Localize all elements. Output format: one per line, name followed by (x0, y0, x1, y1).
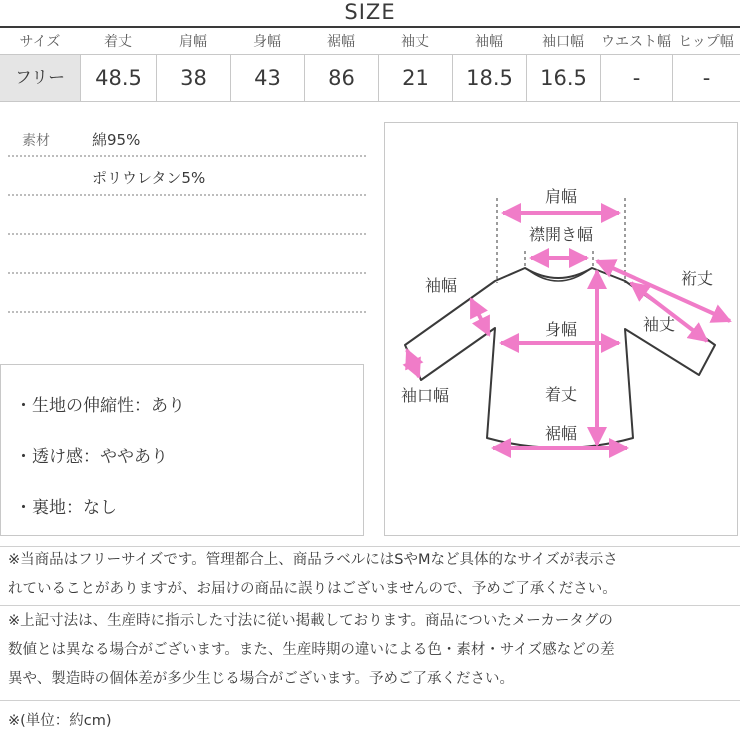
note-line-4: 数値とは異なる場合がございます。また、生産時期の違いによる色・素材・サイズ感などの差 (8, 642, 615, 658)
divider (8, 155, 366, 157)
fabric-properties-box (0, 364, 364, 536)
size-table-row (0, 54, 740, 102)
sleeve-width-arrow (471, 299, 489, 335)
header-sleeve-length: 袖丈 (401, 34, 429, 50)
note-line-5: 異や、製造時の個体差が多少生じる場合がございます。予めご了承ください。 (8, 671, 515, 687)
label-yuki: 裄丈 (680, 269, 714, 288)
divider (0, 605, 740, 606)
label-sleeve-length: 袖丈 (642, 315, 676, 334)
cell-hip: - (672, 55, 740, 101)
label-shoulder: 肩幅 (544, 187, 578, 206)
header-hip: ヒップ幅 (678, 34, 734, 50)
divider (8, 272, 366, 274)
property-sheer: ・透け感：ややあり (15, 447, 168, 467)
material-line-1: 綿95% (92, 131, 141, 149)
property-lining: ・裏地：なし (15, 498, 117, 518)
label-length: 着丈 (544, 385, 578, 404)
header-shoulder: 肩幅 (179, 34, 207, 50)
cell-sleeve-length: 21 (378, 55, 452, 101)
cell-waist: - (600, 55, 672, 101)
property-stretch: ・生地の伸縮性：あり (15, 396, 185, 416)
header-size: サイズ (19, 34, 61, 50)
cell-hem: 86 (304, 55, 378, 101)
unit-note: ※(単位：約cm) (8, 713, 112, 729)
note-line-3: ※上記寸法は、生産時に指示した寸法に従い掲載しております。商品についたメーカータグの (8, 613, 613, 629)
cell-shoulder: 38 (156, 55, 230, 101)
cell-body-width: 43 (230, 55, 304, 101)
label-cuff: 袖口幅 (400, 386, 450, 405)
measurement-diagram (384, 122, 738, 536)
cell-size: フリー (0, 55, 80, 101)
label-sleeve-width: 袖幅 (424, 276, 458, 295)
cell-cuff: 16.5 (526, 55, 600, 101)
header-waist: ウエスト幅 (601, 34, 671, 50)
divider (8, 194, 366, 196)
size-title: SIZE (344, 0, 396, 24)
note-line-2: れていることがありますが、お届けの商品に誤りはございませんので、予めご了承ください。 (8, 581, 617, 597)
size-table-header (0, 30, 740, 54)
neckline (527, 269, 590, 281)
cuff-arrow (407, 350, 419, 377)
cell-length: 48.5 (80, 55, 156, 101)
cell-sleeve-width: 18.5 (452, 55, 526, 101)
material-label: 素材 (22, 133, 50, 149)
label-neck: 襟開き幅 (528, 225, 594, 244)
divider (8, 311, 366, 313)
divider (8, 233, 366, 235)
note-line-1: ※当商品はフリーサイズです。管理都合上、商品ラベルにはSやMなど具体的なサイズが表示さ (8, 552, 618, 568)
shirt-diagram (385, 123, 737, 535)
header-cuff: 袖口幅 (542, 34, 584, 50)
header-length: 着丈 (104, 34, 132, 50)
title-rule (0, 26, 740, 28)
label-body-width: 身幅 (544, 320, 578, 339)
material-line-2: ポリウレタン5% (92, 169, 206, 187)
header-sleeve-width: 袖幅 (475, 34, 503, 50)
label-hem: 裾幅 (544, 424, 578, 443)
header-hem: 裾幅 (327, 34, 355, 50)
divider (0, 700, 740, 701)
header-body-width: 身幅 (253, 34, 281, 50)
